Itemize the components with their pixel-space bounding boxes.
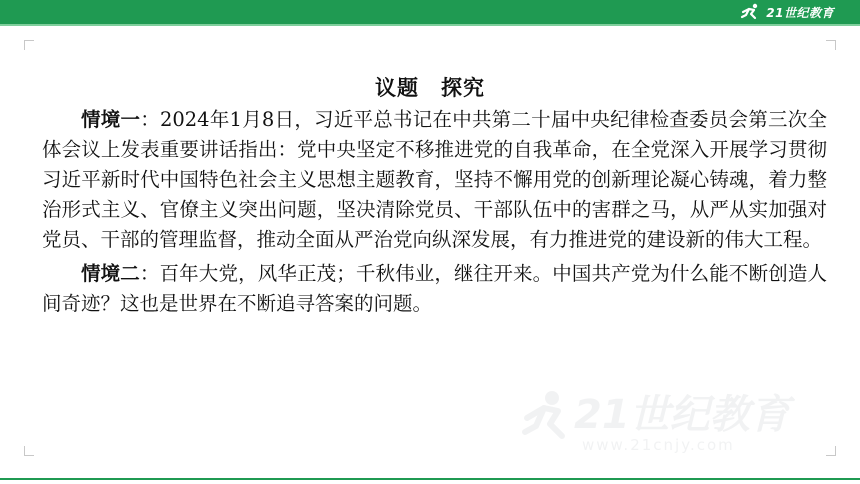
corner-mark-bottom-left — [24, 446, 34, 456]
banner-accent-line — [0, 24, 860, 26]
watermark-runner-icon — [525, 391, 562, 436]
corner-mark-bottom-right — [826, 446, 836, 456]
slide-body — [42, 105, 827, 323]
watermark-url: www.21cnjy.com — [582, 436, 735, 454]
top-banner — [0, 0, 860, 24]
scenario-paragraph-1 — [42, 105, 827, 255]
scenario-text: ：2024年1月8日，习近平总书记在中共第二十届中央纪律检查委员会第三次全体会议上发表重要讲话指出：党中央坚定不移推进党的自我革命，在全党深入开展学习贯彻习近平新时代中国特色社会主义思想主题教育，坚持不懈用党的创新理论凝心铸魂，着力整治形式主义、官僚主义突出问题，坚决清除党员、干部队伍中的害群之马，从严从实加强对党员、干部的管理监督，推动全面从严治党向纵深发展，有力推进党的建设新的伟大工程。 — [42, 108, 827, 251]
brand-logo — [740, 2, 834, 22]
logo-text: 21世纪教育 — [766, 5, 834, 20]
slide-title: 议题 探究 — [375, 75, 485, 100]
runner-icon — [740, 3, 762, 21]
bottom-divider — [0, 478, 860, 480]
watermark-text: 21世纪教育 — [574, 392, 790, 438]
watermark — [522, 386, 822, 456]
scenario-label: 情境二 — [81, 262, 140, 285]
scenario-label: 情境一 — [81, 108, 141, 131]
corner-mark-top-left — [24, 40, 34, 50]
scenario-paragraph-2 — [42, 259, 827, 319]
scenario-text: ：百年大党，风华正茂；千秋伟业，继往开来。中国共产党为什么能不断创造人间奇迹？这也是世界在不断追寻答案的问题。 — [42, 262, 827, 315]
corner-mark-top-right — [826, 40, 836, 50]
